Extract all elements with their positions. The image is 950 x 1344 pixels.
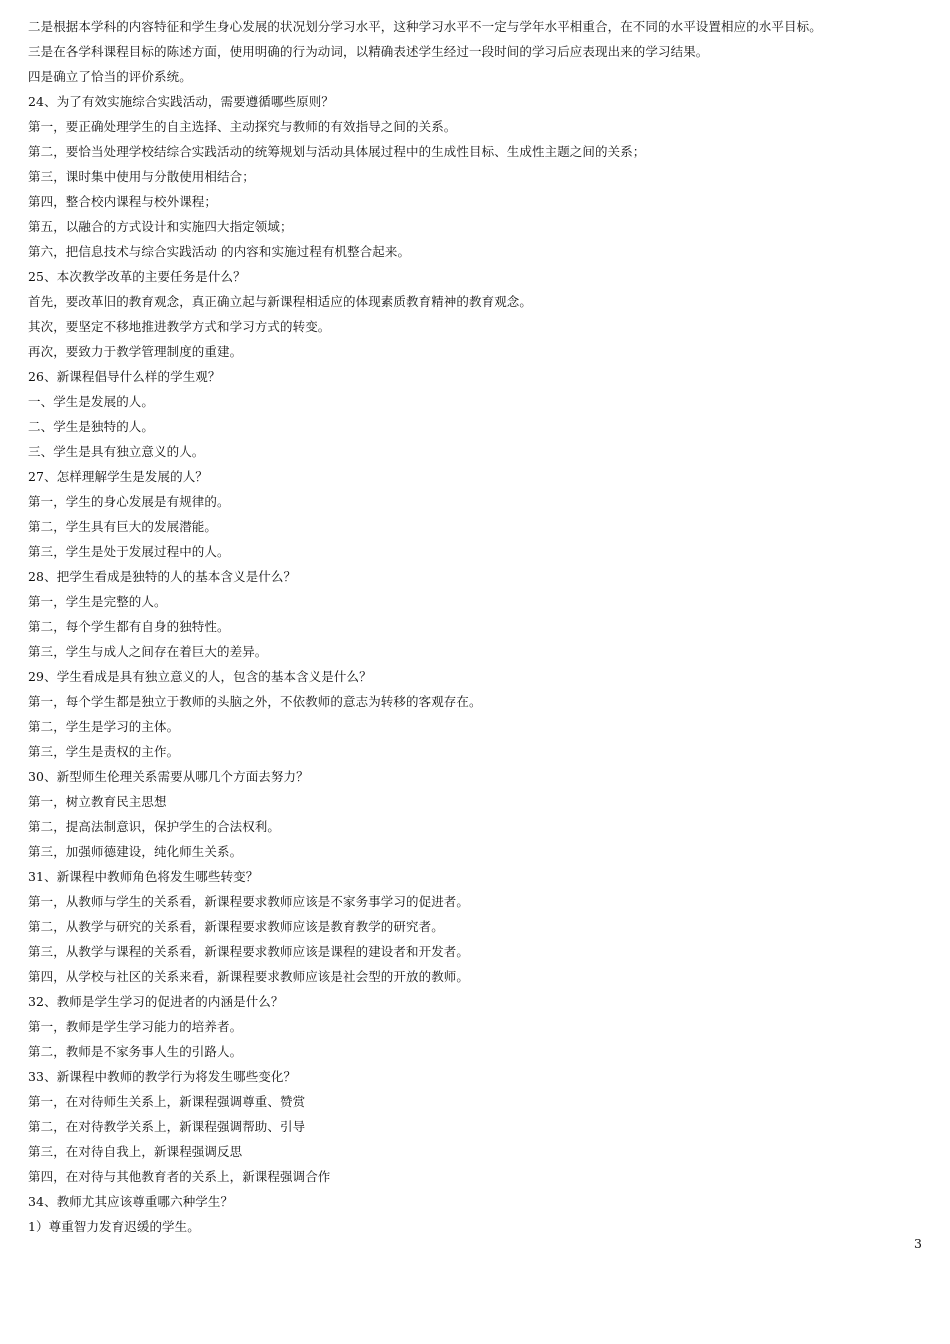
text-line: 33、新课程中教师的教学行为将发生哪些变化？ xyxy=(28,1069,297,1084)
text-line: 第二，在对待教学关系上，新课程强调帮助、引导 xyxy=(28,1119,306,1134)
text-line: 再次，要致力于教学管理制度的重建。 xyxy=(28,344,243,359)
text-line: 1）尊重智力发育迟缓的学生。 xyxy=(28,1219,200,1234)
text-line: 第一，在对待师生关系上，新课程强调尊重、赞赏 xyxy=(28,1094,306,1109)
text-line: 一、学生是发展的人。 xyxy=(28,394,155,409)
text-line: 第三，学生与成人之间存在着巨大的差异。 xyxy=(28,644,268,659)
text-line: 第三，从教学与课程的关系看，新课程要求教师应该是课程的建设者和开发者。 xyxy=(28,944,470,959)
text-line: 第一，学生的身心发展是有规律的。 xyxy=(28,494,230,509)
text-line: 第二，要恰当处理学校结综合实践活动的统筹规划与活动具体展过程中的生成性目标、生成性主题之间的关系； xyxy=(28,144,646,159)
text-line: 三是在各学科课程目标的陈述方面，使用明确的行为动词，以精确表述学生经过一段时间的学习后应表现出来的学习结果。 xyxy=(28,44,709,59)
text-line: 27、怎样理解学生是发展的人？ xyxy=(28,469,208,484)
text-line: 第一，教师是学生学习能力的培养者。 xyxy=(28,1019,243,1034)
text-line: 第二，学生是学习的主体。 xyxy=(28,719,180,734)
text-line: 第四，整合校内课程与校外课程； xyxy=(28,194,218,209)
text-line: 第二，教师是不家务事人生的引路人。 xyxy=(28,1044,243,1059)
text-line: 第三，学生是责权的主作。 xyxy=(28,744,180,759)
text-line: 第一，树立教育民主思想 xyxy=(28,794,167,809)
text-line: 四是确立了恰当的评价系统。 xyxy=(28,69,192,84)
text-line: 第一，每个学生都是独立于教师的头脑之外，不依教师的意志为转移的客观存在。 xyxy=(28,694,482,709)
text-line: 25、本次教学改革的主要任务是什么？ xyxy=(28,269,246,284)
text-line: 二、学生是独特的人。 xyxy=(28,419,155,434)
text-line: 第一，学生是完整的人。 xyxy=(28,594,167,609)
text-line: 二是根据本学科的内容特征和学生身心发展的状况划分学习水平，这种学习水平不一定与学年水平相重合，在不同的水平设置相应的水平目标。 xyxy=(28,19,822,34)
text-line: 第六，把信息技术与综合实践活动 的内容和实施过程有机整合起来。 xyxy=(28,244,411,259)
text-line: 第二，学生具有巨大的发展潜能。 xyxy=(28,519,218,534)
text-line: 其次，要坚定不移地推进教学方式和学习方式的转变。 xyxy=(28,319,331,334)
text-line: 第三，课时集中使用与分散使用相结合； xyxy=(28,169,255,184)
text-line: 首先，要改革旧的教育观念，真正确立起与新课程相适应的体现素质教育精神的教育观念。 xyxy=(28,294,533,309)
text-line: 34、教师尤其应该尊重哪六种学生？ xyxy=(28,1194,234,1209)
text-line: 第二，提高法制意识，保护学生的合法权利。 xyxy=(28,819,281,834)
text-line: 26、新课程倡导什么样的学生观？ xyxy=(28,369,221,384)
text-line: 三、学生是具有独立意义的人。 xyxy=(28,444,205,459)
text-line: 第三，在对待自我上，新课程强调反思 xyxy=(28,1144,243,1159)
document-body xyxy=(28,14,933,1239)
text-line: 第二，每个学生都有自身的独特性。 xyxy=(28,619,230,634)
text-line: 第四，从学校与社区的关系来看，新课程要求教师应该是社会型的开放的教师。 xyxy=(28,969,470,984)
text-line: 第四，在对待与其他教育者的关系上，新课程强调合作 xyxy=(28,1169,331,1184)
text-line: 第三，加强师德建设，纯化师生关系。 xyxy=(28,844,243,859)
text-line: 24、为了有效实施综合实践活动，需要遵循哪些原则？ xyxy=(28,94,334,109)
text-line: 32、教师是学生学习的促进者的内涵是什么？ xyxy=(28,994,284,1009)
text-line: 第一，要正确处理学生的自主选择、主动探究与教师的有效指导之间的关系。 xyxy=(28,119,457,134)
text-line: 29、学生看成是具有独立意义的人，包含的基本含义是什么？ xyxy=(28,669,372,684)
text-line: 28、把学生看成是独特的人的基本含义是什么？ xyxy=(28,569,297,584)
page-number: 3 xyxy=(914,1236,922,1251)
text-line: 31、新课程中教师角色将发生哪些转变？ xyxy=(28,869,259,884)
text-line: 第一，从教师与学生的关系看，新课程要求教师应该是不家务事学习的促进者。 xyxy=(28,894,470,909)
text-line: 第五，以融合的方式设计和实施四大指定领域； xyxy=(28,219,293,234)
text-line: 第三，学生是处于发展过程中的人。 xyxy=(28,544,230,559)
text-line: 第二，从教学与研究的关系看，新课程要求教师应该是教育教学的研究者。 xyxy=(28,919,444,934)
text-line: 30、新型师生伦理关系需要从哪几个方面去努力？ xyxy=(28,769,309,784)
